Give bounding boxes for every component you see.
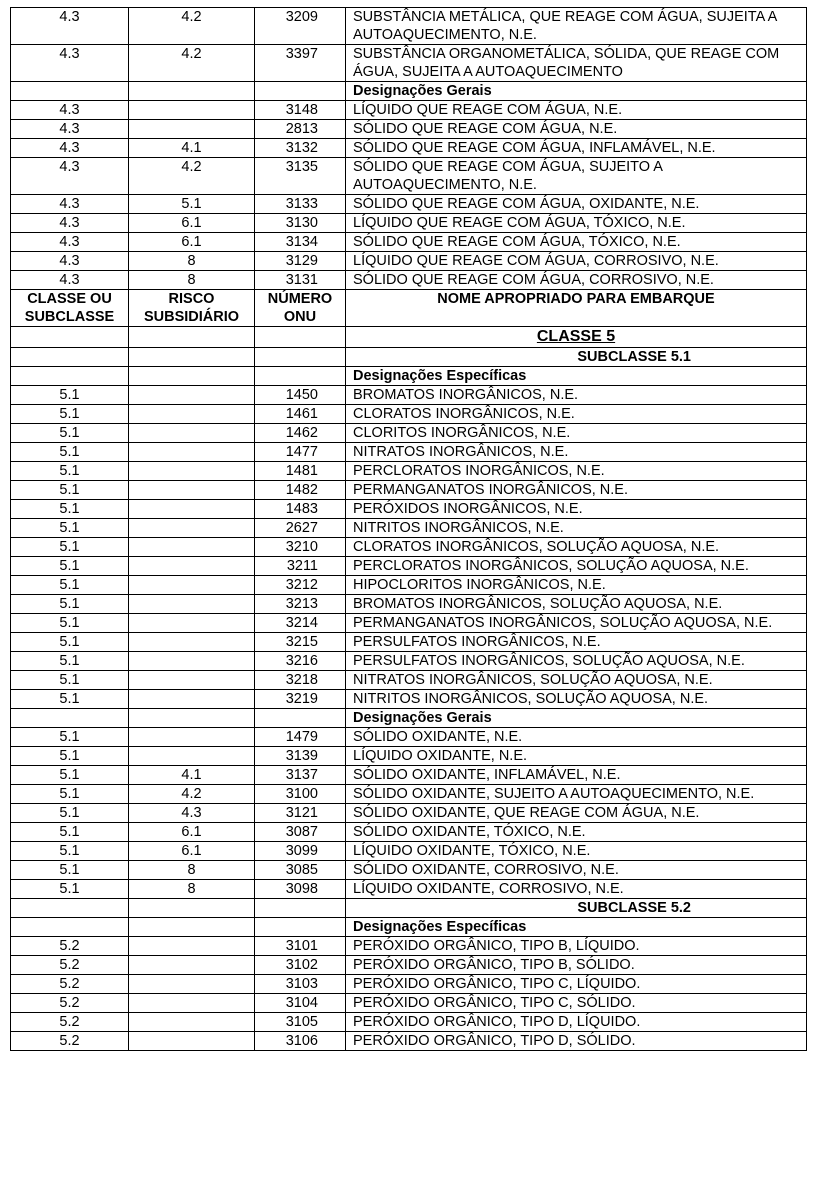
numero-onu-cell: 1461: [255, 405, 346, 424]
numero-onu-cell: 3130: [255, 214, 346, 233]
nome-cell: PERÓXIDOS INORGÂNICOS, N.E.: [346, 500, 807, 519]
table-row: [11, 937, 807, 956]
table-row: [11, 386, 807, 405]
empty-cell: [255, 709, 346, 728]
header-nome: NOME APROPRIADO PARA EMBARQUE: [346, 290, 807, 327]
table-row: [11, 975, 807, 994]
risco-cell: [129, 386, 255, 405]
classe-cell: 5.1: [11, 747, 129, 766]
classe-cell: 5.1: [11, 785, 129, 804]
risco-cell: [129, 728, 255, 747]
risco-cell: [129, 633, 255, 652]
classe-cell: 5.1: [11, 443, 129, 462]
numero-onu-cell: 3215: [255, 633, 346, 652]
risco-cell: [129, 481, 255, 500]
table-row: [11, 804, 807, 823]
numero-onu-cell: 1477: [255, 443, 346, 462]
classe-cell: 4.3: [11, 195, 129, 214]
classe-cell: 5.2: [11, 956, 129, 975]
empty-cell: [255, 82, 346, 101]
risco-cell: 8: [129, 880, 255, 899]
nome-cell: LÍQUIDO OXIDANTE, CORROSIVO, N.E.: [346, 880, 807, 899]
classe-cell: 4.3: [11, 139, 129, 158]
empty-cell: [129, 918, 255, 937]
nome-cell: LÍQUIDO OXIDANTE, TÓXICO, N.E.: [346, 842, 807, 861]
numero-onu-cell: 1482: [255, 481, 346, 500]
risco-cell: [129, 120, 255, 139]
table-row: [11, 252, 807, 271]
risco-cell: [129, 747, 255, 766]
classe-cell: 5.1: [11, 842, 129, 861]
numero-onu-cell: 3129: [255, 252, 346, 271]
risco-cell: [129, 557, 255, 576]
nome-cell: PERÓXIDO ORGÂNICO, TIPO B, SÓLIDO.: [346, 956, 807, 975]
risco-cell: [129, 595, 255, 614]
classe-cell: 4.3: [11, 8, 129, 45]
table-row: [11, 842, 807, 861]
header-risco: RISCO SUBSIDIÁRIO: [129, 290, 255, 327]
classe-cell: 4.3: [11, 101, 129, 120]
numero-onu-cell: 3218: [255, 671, 346, 690]
nome-cell: PERMANGANATOS INORGÂNICOS, SOLUÇÃO AQUOSA, N.E.: [346, 614, 807, 633]
numero-onu-cell: 3132: [255, 139, 346, 158]
numero-onu-cell: 3085: [255, 861, 346, 880]
table-row: [11, 519, 807, 538]
table-body: [11, 8, 807, 1051]
table-row: [11, 101, 807, 120]
nome-cell: NITRITOS INORGÂNICOS, N.E.: [346, 519, 807, 538]
empty-cell: [11, 918, 129, 937]
subclass-row: [11, 348, 807, 367]
table-row: [11, 158, 807, 195]
nome-cell: PERÓXIDO ORGÂNICO, TIPO C, SÓLIDO.: [346, 994, 807, 1013]
nome-cell: LÍQUIDO QUE REAGE COM ÁGUA, N.E.: [346, 101, 807, 120]
numero-onu-cell: 3210: [255, 538, 346, 557]
column-header-row: [11, 290, 807, 327]
table-row: [11, 233, 807, 252]
table-row: [11, 747, 807, 766]
table-row: [11, 481, 807, 500]
numero-onu-cell: 1483: [255, 500, 346, 519]
risco-cell: 5.1: [129, 195, 255, 214]
subclass-title: SUBCLASSE 5.2: [346, 899, 807, 918]
table-row: [11, 671, 807, 690]
numero-onu-cell: 1481: [255, 462, 346, 481]
empty-cell: [11, 348, 129, 367]
header-numero: NÚMERO ONU: [255, 290, 346, 327]
nome-cell: SÓLIDO OXIDANTE, SUJEITO A AUTOAQUECIMENTO, N.E.: [346, 785, 807, 804]
table-row: [11, 956, 807, 975]
nome-cell: CLORITOS INORGÂNICOS, N.E.: [346, 424, 807, 443]
risco-cell: [129, 500, 255, 519]
table-row: [11, 462, 807, 481]
nome-cell: BROMATOS INORGÂNICOS, SOLUÇÃO AQUOSA, N.E.: [346, 595, 807, 614]
classe-cell: 5.1: [11, 424, 129, 443]
nome-cell: SÓLIDO QUE REAGE COM ÁGUA, INFLAMÁVEL, N.E.: [346, 139, 807, 158]
classe-cell: 5.1: [11, 557, 129, 576]
classe-cell: 5.2: [11, 1032, 129, 1051]
group-title: Designações Específicas: [346, 918, 807, 937]
numero-onu-cell: 3213: [255, 595, 346, 614]
numero-onu-cell: 3133: [255, 195, 346, 214]
classe-cell: 5.1: [11, 500, 129, 519]
nome-cell: LÍQUIDO OXIDANTE, N.E.: [346, 747, 807, 766]
numero-onu-cell: 2627: [255, 519, 346, 538]
classe-cell: 4.3: [11, 271, 129, 290]
group-row: [11, 82, 807, 101]
group-title: Designações Específicas: [346, 367, 807, 386]
empty-cell: [11, 367, 129, 386]
classe-cell: 5.2: [11, 975, 129, 994]
empty-cell: [129, 899, 255, 918]
numero-onu-cell: 3099: [255, 842, 346, 861]
risco-cell: [129, 424, 255, 443]
empty-cell: [255, 327, 346, 348]
table-row: [11, 880, 807, 899]
empty-cell: [129, 327, 255, 348]
classe-cell: 5.1: [11, 386, 129, 405]
classe-cell: 5.1: [11, 576, 129, 595]
nome-cell: NITRATOS INORGÂNICOS, SOLUÇÃO AQUOSA, N.E.: [346, 671, 807, 690]
table-row: [11, 994, 807, 1013]
risco-cell: 6.1: [129, 823, 255, 842]
table-row: [11, 139, 807, 158]
risco-cell: [129, 937, 255, 956]
document-page: [10, 7, 807, 1051]
nome-cell: NITRATOS INORGÂNICOS, N.E.: [346, 443, 807, 462]
class-row: [11, 327, 807, 348]
risco-cell: 4.3: [129, 804, 255, 823]
classe-cell: 4.3: [11, 120, 129, 139]
empty-cell: [255, 348, 346, 367]
table-row: [11, 405, 807, 424]
group-row: [11, 709, 807, 728]
classe-cell: 5.1: [11, 880, 129, 899]
table-row: [11, 443, 807, 462]
numero-onu-cell: 3134: [255, 233, 346, 252]
dangerous-goods-table: [10, 7, 807, 1051]
nome-cell: BROMATOS INORGÂNICOS, N.E.: [346, 386, 807, 405]
numero-onu-cell: 3139: [255, 747, 346, 766]
empty-cell: [129, 367, 255, 386]
empty-cell: [11, 709, 129, 728]
classe-cell: 5.1: [11, 861, 129, 880]
table-row: [11, 120, 807, 139]
risco-cell: 4.1: [129, 139, 255, 158]
table-row: [11, 652, 807, 671]
risco-cell: 8: [129, 252, 255, 271]
risco-cell: 6.1: [129, 842, 255, 861]
nome-cell: HIPOCLORITOS INORGÂNICOS, N.E.: [346, 576, 807, 595]
nome-cell: SÓLIDO OXIDANTE, QUE REAGE COM ÁGUA, N.E.: [346, 804, 807, 823]
numero-onu-cell: 3212: [255, 576, 346, 595]
nome-cell: SÓLIDO QUE REAGE COM ÁGUA, N.E.: [346, 120, 807, 139]
group-title: Designações Gerais: [346, 709, 807, 728]
table-row: [11, 595, 807, 614]
classe-cell: 5.1: [11, 766, 129, 785]
risco-cell: [129, 443, 255, 462]
nome-cell: PERSULFATOS INORGÂNICOS, N.E.: [346, 633, 807, 652]
empty-cell: [11, 82, 129, 101]
risco-cell: 4.2: [129, 785, 255, 804]
risco-cell: [129, 538, 255, 557]
table-row: [11, 557, 807, 576]
nome-cell: PERÓXIDO ORGÂNICO, TIPO D, LÍQUIDO.: [346, 1013, 807, 1032]
classe-cell: 4.3: [11, 214, 129, 233]
risco-cell: 4.1: [129, 766, 255, 785]
table-row: [11, 1013, 807, 1032]
classe-cell: 5.1: [11, 614, 129, 633]
numero-onu-cell: 3098: [255, 880, 346, 899]
risco-cell: [129, 975, 255, 994]
numero-onu-cell: 3104: [255, 994, 346, 1013]
group-title: Designações Gerais: [346, 82, 807, 101]
classe-cell: 5.1: [11, 671, 129, 690]
classe-cell: 5.2: [11, 937, 129, 956]
nome-cell: SÓLIDO QUE REAGE COM ÁGUA, OXIDANTE, N.E.: [346, 195, 807, 214]
numero-onu-cell: 3209: [255, 8, 346, 45]
risco-cell: 8: [129, 271, 255, 290]
classe-cell: 5.1: [11, 519, 129, 538]
class-title: CLASSE 5: [346, 327, 807, 348]
empty-cell: [129, 709, 255, 728]
classe-cell: 5.1: [11, 804, 129, 823]
table-row: [11, 1032, 807, 1051]
nome-cell: PERÓXIDO ORGÂNICO, TIPO B, LÍQUIDO.: [346, 937, 807, 956]
numero-onu-cell: 3100: [255, 785, 346, 804]
nome-cell: CLORATOS INORGÂNICOS, N.E.: [346, 405, 807, 424]
nome-cell: SÓLIDO QUE REAGE COM ÁGUA, SUJEITO A AUTOAQUECIMENTO, N.E.: [346, 158, 807, 195]
classe-cell: 5.1: [11, 652, 129, 671]
group-row: [11, 367, 807, 386]
classe-cell: 5.1: [11, 538, 129, 557]
nome-cell: PERCLORATOS INORGÂNICOS, N.E.: [346, 462, 807, 481]
table-row: [11, 195, 807, 214]
classe-cell: 5.1: [11, 481, 129, 500]
risco-cell: 4.2: [129, 158, 255, 195]
nome-cell: PERCLORATOS INORGÂNICOS, SOLUÇÃO AQUOSA, N.E.: [346, 557, 807, 576]
numero-onu-cell: 3214: [255, 614, 346, 633]
table-row: [11, 45, 807, 82]
risco-cell: [129, 1013, 255, 1032]
table-row: [11, 8, 807, 45]
risco-cell: [129, 956, 255, 975]
numero-onu-cell: 3135: [255, 158, 346, 195]
numero-onu-cell: 3103: [255, 975, 346, 994]
table-row: [11, 823, 807, 842]
numero-onu-cell: 3101: [255, 937, 346, 956]
numero-onu-cell: 1479: [255, 728, 346, 747]
table-row: [11, 424, 807, 443]
classe-cell: 5.2: [11, 994, 129, 1013]
nome-cell: SUBSTÂNCIA ORGANOMETÁLICA, SÓLIDA, QUE REAGE COM ÁGUA, SUJEITA A AUTOAQUECIMENTO: [346, 45, 807, 82]
risco-cell: [129, 1032, 255, 1051]
numero-onu-cell: 3397: [255, 45, 346, 82]
numero-onu-cell: 3131: [255, 271, 346, 290]
numero-onu-cell: 3087: [255, 823, 346, 842]
nome-cell: LÍQUIDO QUE REAGE COM ÁGUA, CORROSIVO, N.E.: [346, 252, 807, 271]
classe-cell: 5.1: [11, 823, 129, 842]
risco-cell: 6.1: [129, 214, 255, 233]
table-row: [11, 766, 807, 785]
nome-cell: PERSULFATOS INORGÂNICOS, SOLUÇÃO AQUOSA, N.E.: [346, 652, 807, 671]
classe-cell: 5.1: [11, 633, 129, 652]
subclass-title: SUBCLASSE 5.1: [346, 348, 807, 367]
numero-onu-cell: 1462: [255, 424, 346, 443]
risco-cell: [129, 405, 255, 424]
numero-onu-cell: 3211: [255, 557, 346, 576]
risco-cell: [129, 576, 255, 595]
numero-onu-cell: 1450: [255, 386, 346, 405]
nome-cell: CLORATOS INORGÂNICOS, SOLUÇÃO AQUOSA, N.E.: [346, 538, 807, 557]
classe-cell: 5.1: [11, 690, 129, 709]
numero-onu-cell: 3121: [255, 804, 346, 823]
group-row: [11, 918, 807, 937]
nome-cell: SÓLIDO QUE REAGE COM ÁGUA, TÓXICO, N.E.: [346, 233, 807, 252]
risco-cell: [129, 614, 255, 633]
classe-cell: 5.1: [11, 462, 129, 481]
risco-cell: 4.2: [129, 8, 255, 45]
nome-cell: SÓLIDO OXIDANTE, INFLAMÁVEL, N.E.: [346, 766, 807, 785]
empty-cell: [11, 327, 129, 348]
table-row: [11, 861, 807, 880]
table-row: [11, 728, 807, 747]
table-row: [11, 538, 807, 557]
risco-cell: [129, 101, 255, 120]
table-row: [11, 214, 807, 233]
empty-cell: [255, 367, 346, 386]
table-row: [11, 785, 807, 804]
risco-cell: 8: [129, 861, 255, 880]
numero-onu-cell: 3137: [255, 766, 346, 785]
classe-cell: 4.3: [11, 233, 129, 252]
nome-cell: LÍQUIDO QUE REAGE COM ÁGUA, TÓXICO, N.E.: [346, 214, 807, 233]
risco-cell: [129, 462, 255, 481]
classe-cell: 5.1: [11, 728, 129, 747]
header-classe: CLASSE OU SUBCLASSE: [11, 290, 129, 327]
classe-cell: 5.1: [11, 595, 129, 614]
numero-onu-cell: 3105: [255, 1013, 346, 1032]
empty-cell: [11, 899, 129, 918]
risco-cell: [129, 652, 255, 671]
risco-cell: [129, 690, 255, 709]
table-row: [11, 690, 807, 709]
nome-cell: PERÓXIDO ORGÂNICO, TIPO C, LÍQUIDO.: [346, 975, 807, 994]
empty-cell: [255, 899, 346, 918]
numero-onu-cell: 3102: [255, 956, 346, 975]
numero-onu-cell: 2813: [255, 120, 346, 139]
numero-onu-cell: 3219: [255, 690, 346, 709]
empty-cell: [129, 82, 255, 101]
classe-cell: 4.3: [11, 252, 129, 271]
numero-onu-cell: 3148: [255, 101, 346, 120]
numero-onu-cell: 3216: [255, 652, 346, 671]
table-row: [11, 633, 807, 652]
classe-cell: 4.3: [11, 45, 129, 82]
nome-cell: SÓLIDO OXIDANTE, TÓXICO, N.E.: [346, 823, 807, 842]
table-row: [11, 500, 807, 519]
risco-cell: [129, 994, 255, 1013]
classe-cell: 4.3: [11, 158, 129, 195]
nome-cell: SÓLIDO OXIDANTE, N.E.: [346, 728, 807, 747]
nome-cell: SÓLIDO QUE REAGE COM ÁGUA, CORROSIVO, N.E.: [346, 271, 807, 290]
nome-cell: PERÓXIDO ORGÂNICO, TIPO D, SÓLIDO.: [346, 1032, 807, 1051]
risco-cell: 6.1: [129, 233, 255, 252]
nome-cell: NITRITOS INORGÂNICOS, SOLUÇÃO AQUOSA, N.E.: [346, 690, 807, 709]
numero-onu-cell: 3106: [255, 1032, 346, 1051]
classe-cell: 5.2: [11, 1013, 129, 1032]
nome-cell: SUBSTÂNCIA METÁLICA, QUE REAGE COM ÁGUA, SUJEITA A AUTOAQUECIMENTO, N.E.: [346, 8, 807, 45]
table-row: [11, 576, 807, 595]
risco-cell: [129, 519, 255, 538]
nome-cell: SÓLIDO OXIDANTE, CORROSIVO, N.E.: [346, 861, 807, 880]
risco-cell: 4.2: [129, 45, 255, 82]
subclass-row: [11, 899, 807, 918]
empty-cell: [129, 348, 255, 367]
classe-cell: 5.1: [11, 405, 129, 424]
table-row: [11, 614, 807, 633]
nome-cell: PERMANGANATOS INORGÂNICOS, N.E.: [346, 481, 807, 500]
table-row: [11, 271, 807, 290]
risco-cell: [129, 671, 255, 690]
empty-cell: [255, 918, 346, 937]
